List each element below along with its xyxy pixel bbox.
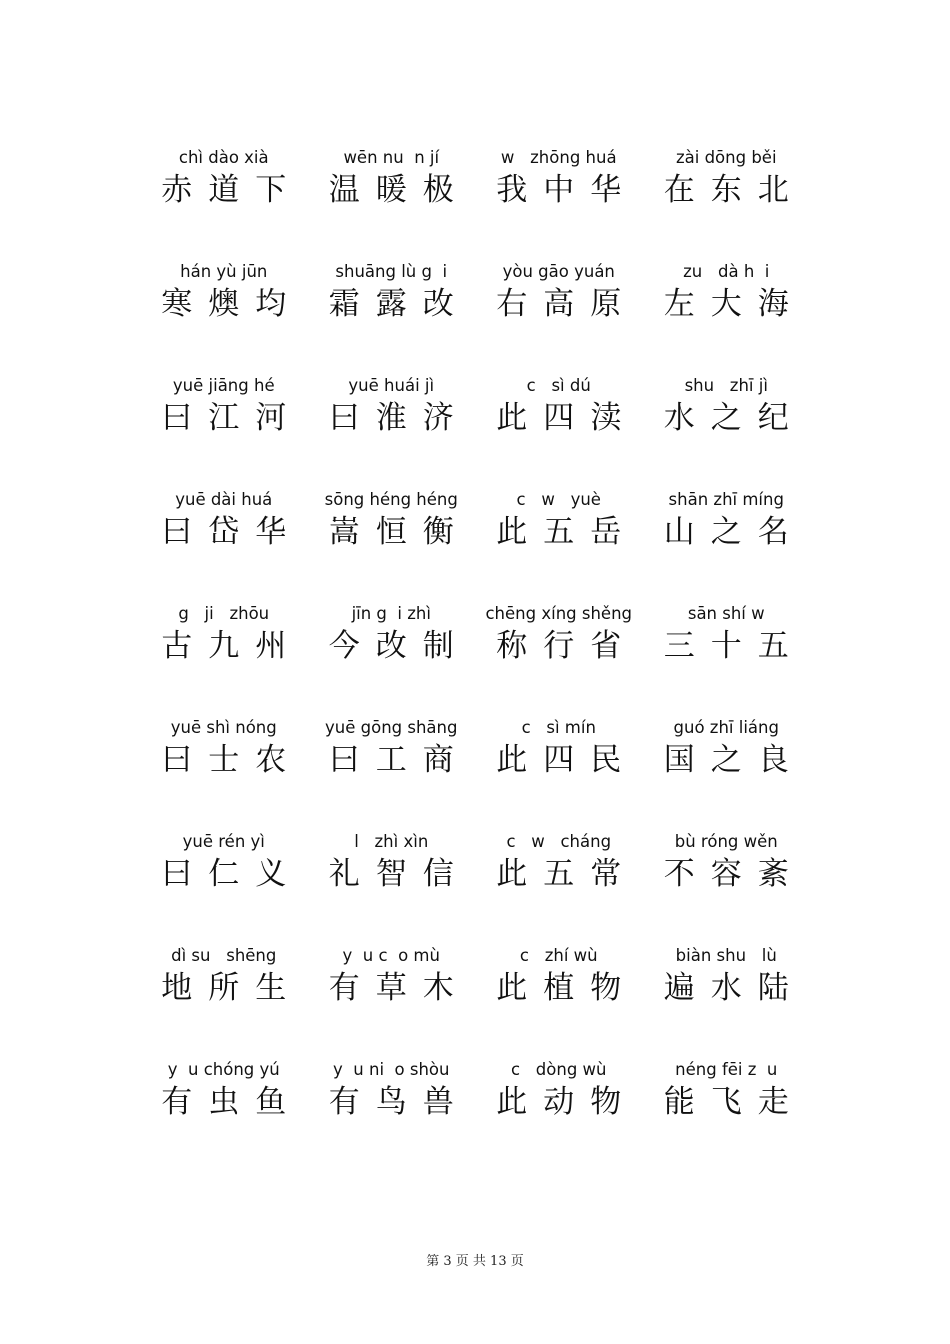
hanzi-text: 能飞走 [663,1084,805,1120]
hanzi-text: 有鸟兽 [328,1084,470,1120]
pinyin-text: hán yù jūn [180,262,268,281]
pinyin-text: zài dōng běi [675,148,777,167]
hanzi-text: 此植物 [496,970,638,1006]
verse-row [140,602,810,716]
verse-cell [475,716,643,830]
hanzi-text: 有草木 [328,970,470,1006]
hanzi-text: 遍水陆 [663,970,805,1006]
pinyin-text: c zhí wù [519,946,598,965]
pinyin-text: sōng héng héng [324,490,458,509]
hanzi-text: 三十五 [663,628,805,664]
pinyin-text: dì su shēng [171,946,277,965]
verse-row [140,716,810,830]
hanzi-text: 我中华 [496,172,638,208]
pinyin-text: shuāng lù g i [335,262,448,281]
verse-cell [308,488,476,602]
page-footer: 第 3 页 共 13 页 [426,1254,524,1269]
verse-cell [475,374,643,488]
hanzi-text: 有虫鱼 [161,1084,303,1120]
verse-row [140,944,810,1058]
hanzi-text: 礼智信 [328,856,470,892]
pinyin-text: y u c o mù [342,946,440,965]
pinyin-text: jīn g i zhì [351,604,431,623]
hanzi-text: 曰岱华 [161,514,303,550]
pinyin-text: biàn shu lù [675,946,777,965]
verse-cell [643,374,811,488]
verse-cell [475,260,643,374]
pinyin-text: bù róng wěn [674,832,778,851]
verse-cell [140,260,308,374]
pinyin-text: yòu gāo yuán [502,262,615,281]
verse-cell [643,830,811,944]
verse-cell [475,1058,643,1172]
hanzi-text: 称行省 [496,628,638,664]
hanzi-text: 水之纪 [663,400,805,436]
verse-cell [643,716,811,830]
verse-cell [140,944,308,1058]
pinyin-text: yuē jiāng hé [172,376,275,395]
verse-cell [643,146,811,260]
pinyin-text: yuē dài huá [175,490,273,509]
verse-grid [140,146,810,1172]
hanzi-text: 在东北 [663,172,805,208]
verse-cell [308,1058,476,1172]
pinyin-text: w zhōng huá [500,148,617,167]
hanzi-text: 曰士农 [161,742,303,778]
pinyin-text: y u ni o shòu [333,1060,450,1079]
pinyin-text: c w cháng [506,832,612,851]
verse-cell [643,602,811,716]
pinyin-text: yuē shì nóng [170,718,277,737]
verse-cell [308,830,476,944]
verse-cell [308,716,476,830]
verse-cell [140,374,308,488]
verse-cell [643,944,811,1058]
pinyin-text: c w yuè [516,490,601,509]
pinyin-text: shān zhī míng [668,490,784,509]
pinyin-text: zu dà h i [683,262,770,281]
verse-cell [643,260,811,374]
pinyin-text: guó zhī liáng [673,718,779,737]
hanzi-text: 曰淮济 [328,400,470,436]
pinyin-text: wēn nu n jí [343,148,440,167]
hanzi-text: 古九州 [161,628,303,664]
verse-row [140,1058,810,1172]
verse-cell [475,146,643,260]
verse-cell [308,146,476,260]
hanzi-text: 此四渎 [496,400,638,436]
hanzi-text: 曰工商 [328,742,470,778]
verse-cell [475,944,643,1058]
pinyin-text: g ji zhōu [178,604,270,623]
verse-cell [308,374,476,488]
pinyin-text: yuē huái jì [348,376,435,395]
verse-cell [140,602,308,716]
pinyin-text: l zhì xìn [354,832,429,851]
pinyin-text: yuē rén yì [182,832,265,851]
verse-cell [308,260,476,374]
pinyin-text: yuē gōng shāng [325,718,458,737]
hanzi-text: 嵩恒衡 [328,514,470,550]
hanzi-text: 山之名 [663,514,805,550]
hanzi-text: 地所生 [161,970,303,1006]
verse-cell [475,830,643,944]
hanzi-text: 此四民 [496,742,638,778]
hanzi-text: 左大海 [663,286,805,322]
hanzi-text: 此五常 [496,856,638,892]
verse-cell [308,602,476,716]
verse-cell [140,830,308,944]
verse-cell [140,716,308,830]
verse-cell [140,488,308,602]
hanzi-text: 不容紊 [663,856,805,892]
hanzi-text: 霜露改 [328,286,470,322]
verse-row [140,374,810,488]
verse-row [140,260,810,374]
pinyin-text: y u chóng yú [167,1060,280,1079]
verse-cell [475,602,643,716]
hanzi-text: 此动物 [496,1084,638,1120]
pinyin-text: sān shí w [687,604,765,623]
pinyin-text: chēng xíng shěng [485,604,633,623]
verse-cell [140,1058,308,1172]
pinyin-text: shu zhī jì [684,376,768,395]
hanzi-text: 寒燠均 [161,286,303,322]
hanzi-text: 右高原 [496,286,638,322]
verse-cell [308,944,476,1058]
hanzi-text: 此五岳 [496,514,638,550]
hanzi-text: 温暖极 [328,172,470,208]
pinyin-text: c dòng wù [510,1060,607,1079]
pinyin-text: c sì dú [526,376,591,395]
hanzi-text: 曰江河 [161,400,303,436]
hanzi-text: 国之良 [663,742,805,778]
verse-cell [475,488,643,602]
pinyin-text: néng fēi z u [675,1060,778,1079]
verse-row [140,488,810,602]
hanzi-text: 赤道下 [161,172,303,208]
verse-cell [643,1058,811,1172]
verse-row [140,830,810,944]
hanzi-text: 曰仁义 [161,856,303,892]
hanzi-text: 今改制 [328,628,470,664]
pinyin-text: c sì mín [521,718,596,737]
verse-cell [643,488,811,602]
pinyin-text: chì dào xià [178,148,269,167]
verse-cell [140,146,308,260]
verse-row [140,146,810,260]
